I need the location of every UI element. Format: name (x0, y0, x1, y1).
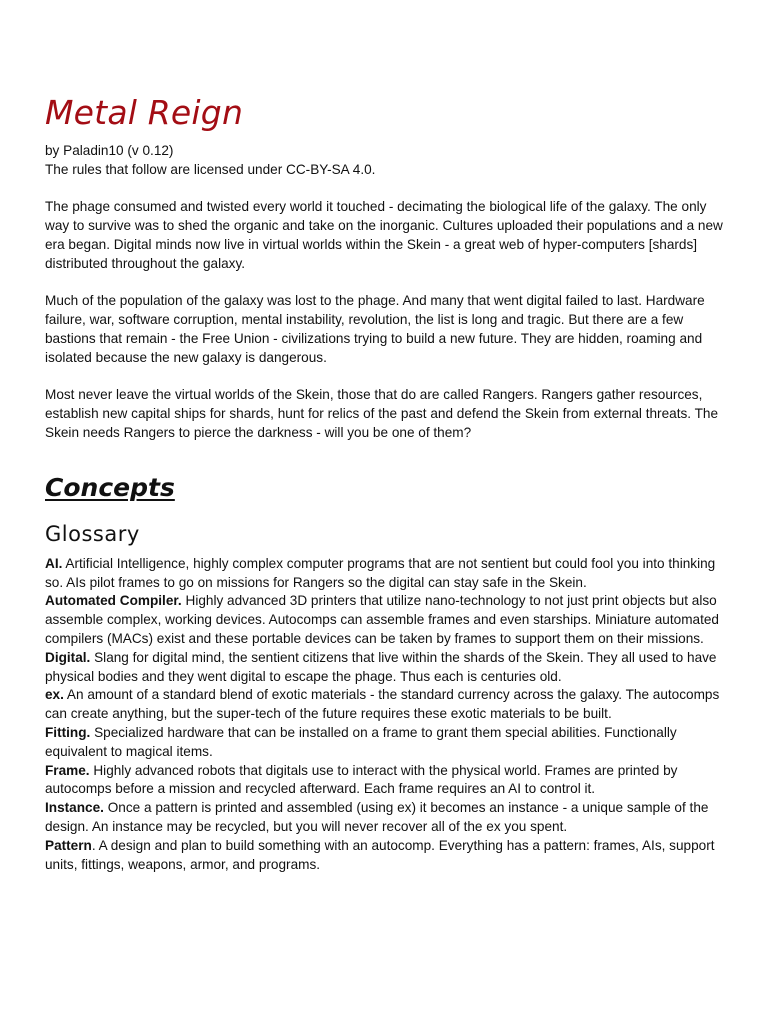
section-heading-concepts: Concepts (45, 472, 175, 502)
glossary-definition: . A design and plan to build something with an autocomp. Everything has a pattern: frames, AIs, support units, fittings, weapons, armor, and programs. (45, 837, 715, 872)
glossary-definition: Highly advanced robots that digitals use to interact with the physical world. Frames are printed by autocomps before a mission and recycled afterward. Each frame requires an AI to control it. (45, 762, 678, 797)
document-content (45, 92, 725, 874)
glossary-definition: Specialized hardware that can be installed on a frame to grant them special abilities. Functionally equivalent to magical items. (45, 724, 677, 759)
byline: by Paladin10 (v 0.12) (45, 143, 174, 158)
intro-paragraph: Most never leave the virtual worlds of the Skein, those that do are called Rangers. Rangers gather resources, establish new capital ships for shards, hunt for relics of the past and defend the Skein from external threats. The Skein needs Rangers to pierce the darkness - will you be one of them? (45, 387, 719, 440)
license-text: The rules that follow are licensed under CC-BY-SA 4.0. (45, 161, 376, 177)
glossary-definition: An amount of a standard blend of exotic materials - the standard currency across the galaxy. The autocomps can create anything, but the super-tech of the future requires these exotic materials to be built. (45, 687, 720, 722)
glossary-entry (45, 837, 725, 875)
glossary-entry (45, 724, 725, 762)
glossary-term: Frame. (45, 762, 90, 778)
glossary-term: Pattern (45, 837, 92, 853)
glossary-term: Digital. (45, 649, 91, 665)
glossary-entry (45, 799, 725, 837)
intro-paragraph: The phage consumed and twisted every world it touched - decimating the biological life of the galaxy. The only way to survive was to shed the organic and take on the inorganic. Cultures uploaded their populations and a new era began. Digital minds now live in virtual worlds within the Skein - a great web of hyper-computers [shards] distributed throughout the galaxy. (45, 199, 723, 271)
subheading-glossary: Glossary (45, 521, 140, 546)
glossary-entry (45, 592, 725, 648)
glossary-term: Instance. (45, 800, 104, 816)
glossary-definition: Artificial Intelligence, highly complex computer programs that are not sentient but could fool you into thinking so. AIs pilot frames to go on missions for Rangers so the digital can stay safe in the Skein. (45, 555, 716, 590)
glossary-entry (45, 555, 725, 593)
glossary-definition: Slang for digital mind, the sentient citizens that live within the shards of the Skein. They all used to have physical bodies and they went digital to escape the phage. Thus each is centuries old. (45, 649, 717, 684)
document-title: Metal Reign (45, 93, 244, 132)
glossary-term: Fitting. (45, 724, 91, 740)
glossary-entry (45, 649, 725, 687)
glossary-entry (45, 686, 725, 724)
intro-paragraph: Much of the population of the galaxy was lost to the phage. And many that went digital failed to last. Hardware failure, war, software corruption, mental instability, revolution, the list is long and tragic. But there are a few bastions that remain - the Free Union - civilizations trying to build a new future. They are hidden, roaming and isolated because the new galaxy is dangerous. (45, 293, 705, 365)
glossary-entry (45, 762, 725, 800)
glossary-definition: Highly advanced 3D printers that utilize nano-technology to not just print objects but also assemble complex, working devices. Autocomps can assemble frames and even starships. Miniature automated compilers (MACs) exist and these portable devices can be taken by frames to support them on their missions. (45, 593, 719, 646)
glossary-definition: Once a pattern is printed and assembled (using ex) it becomes an instance - a unique sample of the design. An instance may be recycled, but you will never recover all of the ex you spent. (45, 800, 709, 834)
document-meta (45, 142, 725, 180)
glossary-term: Automated Compiler. (45, 593, 182, 609)
glossary-term: ex. (45, 687, 64, 703)
glossary-list (45, 555, 725, 875)
glossary-term: AI. (45, 555, 63, 571)
